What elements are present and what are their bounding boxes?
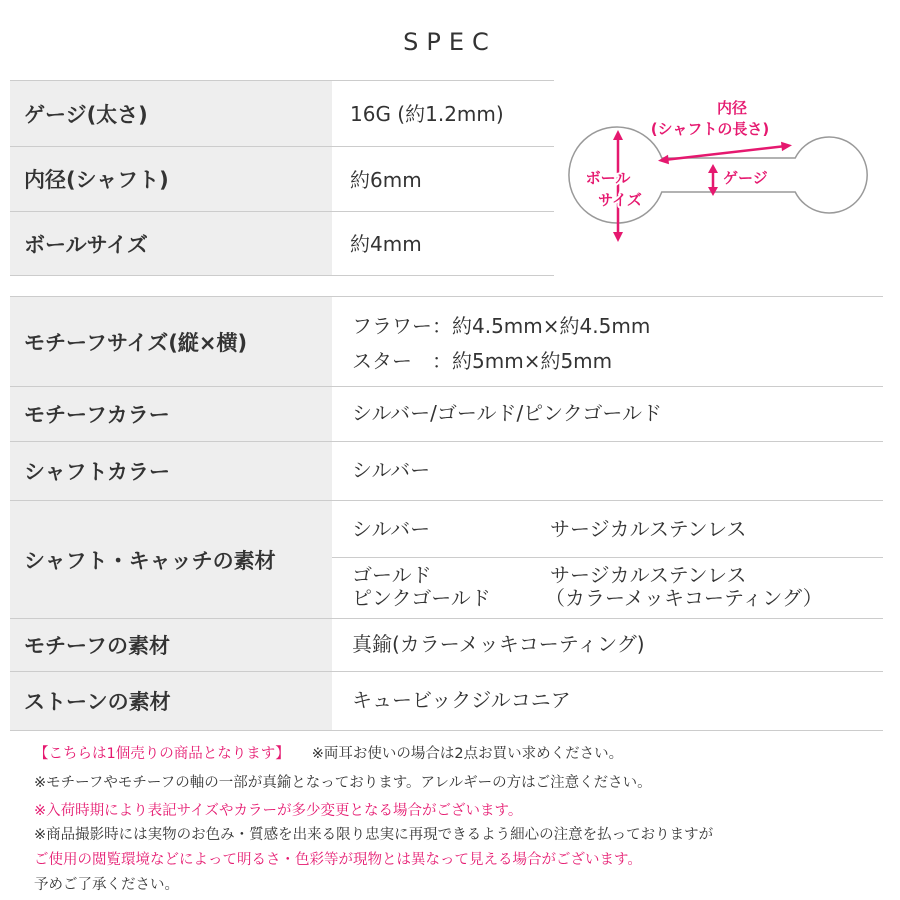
note-display-environment: ご使用の閲覧環境などによって明るさ・色彩等が現物とは異なって見える場合がございます。: [34, 852, 642, 868]
table-divider: [10, 730, 883, 731]
diagram-ball-label: ボール: [585, 169, 631, 187]
note-pair-purchase: ※両耳お使いの場合は2点お買い求めください。: [311, 746, 624, 762]
label-stone-material: ストーンの素材: [10, 672, 332, 730]
diagram-size-label: サイズ: [598, 191, 642, 209]
diagram-gauge-label: ゲージ: [723, 169, 768, 187]
note-single-item: [34, 742, 623, 763]
label-gauge: ゲージ(太さ): [10, 81, 332, 146]
value-motif-size-star: スター ：約5mm×約5mm: [352, 349, 613, 373]
page-title: SPEC: [403, 28, 497, 56]
label-motif-size: モチーフサイズ(縦×横): [10, 297, 332, 386]
arrowhead: [613, 232, 623, 242]
diagram-inner-label: 内径: [716, 99, 748, 117]
label-inner-diameter: 内径(シャフト): [10, 147, 332, 211]
value-motif-size-flower: フラワー：約4.5mm×約4.5mm: [352, 314, 651, 338]
barbell-diagram: [560, 90, 890, 250]
label-motif-material: モチーフの素材: [10, 619, 332, 671]
value-motif-material: 真鍮(カラーメッキコーティング): [352, 632, 645, 656]
label-motif-color: モチーフカラー: [10, 387, 332, 441]
value-stone-material: キュービックジルコニア: [352, 688, 571, 712]
label-shaft-color: シャフトカラー: [10, 442, 332, 500]
value-inner-diameter: 約6mm: [350, 168, 422, 192]
label-ball-size: ボールサイズ: [10, 212, 332, 275]
value-ball-size: 約4mm: [350, 232, 422, 256]
value-material-pinkgold-color: ピンクゴールド: [352, 586, 491, 610]
label-shaft-catch-material: シャフト・キャッチの素材: [10, 501, 332, 618]
value-material-gold-material: サージカルステンレス: [550, 563, 747, 587]
value-shaft-color: シルバー: [352, 458, 431, 482]
value-motif-color: シルバー/ゴールド/ピンクゴールド: [352, 401, 662, 425]
note-acknowledge: 予めご了承ください。: [34, 877, 179, 893]
note-photo-color: ※商品撮影時には実物のお色み・質感を出来る限り忠実に再現できるよう細心の注意を払っておりますが: [34, 827, 714, 843]
note-single-item-label: 【こちらは1個売りの商品となります】: [34, 746, 290, 762]
value-material-coating: （カラーメッキコーティング）: [545, 586, 823, 610]
arrowhead: [781, 142, 792, 151]
value-material-gold-color: ゴールド: [352, 563, 432, 587]
value-gauge: 16G (約1.2mm): [350, 102, 504, 126]
value-material-silver-color: シルバー: [352, 517, 431, 541]
diagram-inner-sublabel: (シャフトの長さ): [650, 120, 770, 138]
note-brass: ※モチーフやモチーフの軸の一部が真鍮となっております。アレルギーの方はご注意ください。: [34, 775, 652, 791]
table-subdivider: [332, 557, 883, 558]
note-size-change: ※入荷時期により表記サイズやカラーが多少変更となる場合がございます。: [34, 803, 523, 819]
value-material-silver-material: サージカルステンレス: [550, 517, 747, 541]
table-divider: [10, 275, 554, 276]
